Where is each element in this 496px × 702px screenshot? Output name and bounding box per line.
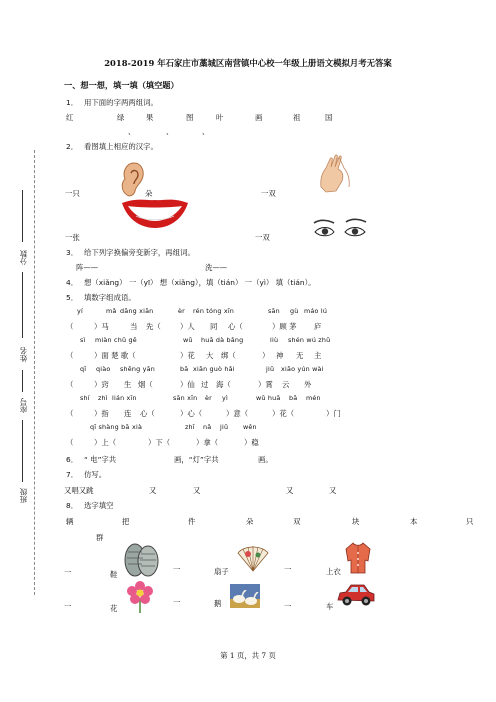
idiom-part: 外 <box>304 380 312 389</box>
fill-label: 车 <box>326 602 334 611</box>
char-option: 块 <box>352 517 360 526</box>
fill-label: 一只 <box>65 189 80 198</box>
pinyin: shén wú zhǔ <box>288 336 331 344</box>
fill-label: 扇子 <box>214 567 229 576</box>
idiom-part: ）门 <box>326 409 341 418</box>
pinyin: gù <box>290 307 299 315</box>
pinyin: èr <box>178 307 185 315</box>
fill-label: 一 <box>173 598 181 607</box>
idiom-part: ）指 <box>94 409 109 418</box>
fill-label: 朵 <box>145 189 153 198</box>
char-option: 件 <box>188 517 196 526</box>
pinyin: sì <box>80 336 86 344</box>
char-item: 红 <box>66 113 74 122</box>
char-item: 祖 <box>293 113 301 122</box>
idiom-part: 无 <box>296 351 304 360</box>
fill-label: 一 <box>64 568 72 577</box>
idiom-part: ）上（ <box>94 438 117 447</box>
pinyin: máo lú <box>304 307 328 315</box>
pinyin: èr <box>205 394 212 402</box>
seat-label: 座号 <box>19 398 28 413</box>
pinyin-line <box>0 394 496 404</box>
question-number: 8． <box>66 501 79 510</box>
idiom-part: 海（ <box>216 380 231 389</box>
idiom-part: ）心（ <box>180 409 203 418</box>
fill-label: 一双 <box>255 233 270 242</box>
fill-label: 又 <box>329 486 337 495</box>
fill-label: 鞋 <box>110 570 118 579</box>
idiom-part: 大 <box>206 351 214 360</box>
idiom-part: （ <box>66 438 74 447</box>
idiom-part: （ <box>66 351 74 360</box>
idiom-part: 心（ <box>228 322 243 331</box>
class-label: 班级 <box>19 488 28 503</box>
car-icon <box>336 580 376 610</box>
pinyin: wěn <box>243 423 257 431</box>
eyes-icon <box>312 217 368 241</box>
char-option: 朵 <box>246 517 254 526</box>
idiom-part: 神 <box>276 351 284 360</box>
fill-label: 一 <box>284 565 292 574</box>
pinyin: liù <box>270 336 279 344</box>
idiom-part: ）下（ <box>148 438 171 447</box>
pinyin: shēng yān <box>120 365 155 373</box>
question-number: 1． <box>66 98 79 107</box>
idiom-part: 生 <box>124 380 132 389</box>
score-blank <box>22 190 23 242</box>
pinyin: bā <box>180 365 189 373</box>
char-item: 图 <box>186 113 194 122</box>
idiom-part: ）窍 <box>94 380 109 389</box>
idiom-part: （ <box>66 380 74 389</box>
pinyin: huā dà bǎng <box>201 336 244 344</box>
question-text: 画，“灯”字共 <box>174 455 219 464</box>
idiom-part: ）花（ <box>272 409 295 418</box>
example-text: 又唱又跳 <box>64 486 94 495</box>
separator: 、 <box>202 127 210 136</box>
question-text: 选字填空 <box>84 501 114 510</box>
char-item: 果 <box>146 113 154 122</box>
idiom-part: （ <box>66 322 74 331</box>
char-option: 只 <box>466 517 474 526</box>
ear-icon <box>119 161 145 197</box>
pinyin: wǔ <box>183 336 193 344</box>
char-item: 画 <box>255 113 263 122</box>
idiom-part: ）意（ <box>226 409 249 418</box>
idiom-part: 连 <box>124 409 132 418</box>
pinyin: qī shàng bā <box>90 423 130 431</box>
idiom-part: ）花 <box>180 351 195 360</box>
fill-label: 洗—— <box>205 263 228 272</box>
char-item: 绿 <box>117 113 125 122</box>
idiom-part: 云 <box>282 380 290 389</box>
idiom-part: 庐 <box>314 322 322 331</box>
pinyin: yí <box>77 307 83 315</box>
pinyin: miàn chǔ gē <box>95 336 137 344</box>
pinyin-line <box>0 307 496 317</box>
fill-label: 一 <box>173 565 181 574</box>
page-title: 2018-2019 年石家庄市藁城区南营镇中心校一年级上册语文模拟月考无答案 <box>104 58 392 68</box>
pinyin: wǔ huā <box>256 394 281 402</box>
question-text: 用下面的字两两组词。 <box>84 98 158 107</box>
idiom-part: ）顾 茅 <box>272 322 297 331</box>
pinyin: nǎ <box>203 423 212 431</box>
idiom-part: 心（ <box>140 409 155 418</box>
question-number: 4． <box>66 278 79 287</box>
section-heading: 一、想一想，填一填（填空题） <box>64 80 179 90</box>
question-number: 7． <box>66 470 79 479</box>
fill-label: 一 <box>284 602 292 611</box>
char-option: 群 <box>96 533 104 542</box>
question-number: 5． <box>66 293 79 302</box>
pinyin: qiào <box>96 365 111 373</box>
name-label: 姓名 <box>19 347 28 362</box>
fill-label: 花 <box>110 604 118 613</box>
binding-dashed-line <box>34 150 35 595</box>
fill-label: 鹅 <box>214 599 222 608</box>
shoes-icon <box>122 542 160 578</box>
fill-label: 又 <box>193 486 201 495</box>
idiom-part: 绑（ <box>221 351 236 360</box>
pinyin: shí <box>80 394 90 402</box>
fill-label: 又 <box>286 486 294 495</box>
pinyin: lián xīn <box>112 394 137 402</box>
fill-label: 又 <box>149 486 157 495</box>
idiom-part: 烟（ <box>138 380 153 389</box>
idiom-part: ）霄 <box>258 380 273 389</box>
pinyin: mǎ <box>106 307 117 315</box>
fan-icon <box>236 543 270 573</box>
pinyin: yì <box>222 394 228 402</box>
name-blank <box>22 272 23 338</box>
pinyin: zhì <box>98 394 108 402</box>
seat-blank <box>22 370 23 392</box>
idiom-part: ）拿（ <box>196 438 219 447</box>
separator: 、 <box>128 127 136 136</box>
pinyin: xiāo yún wài <box>281 365 324 373</box>
fill-label: 上衣 <box>326 567 341 576</box>
pinyin-line <box>0 336 496 346</box>
idiom-part: 先（ <box>146 322 161 331</box>
idiom-line <box>0 408 496 418</box>
question-text: 想（xiǎng） 一（yī） 想（xiǎng），填（tián） 一（yì） 填（tián）。 <box>84 278 316 287</box>
pinyin: bā <box>289 394 298 402</box>
idiom-line <box>0 379 496 389</box>
idiom-part: 当 <box>130 322 138 331</box>
fill-label: 一 <box>64 602 72 611</box>
question-number: 3． <box>66 248 79 257</box>
pinyin: jiǔ <box>266 365 275 373</box>
question-number: 2． <box>66 142 79 151</box>
idiom-line <box>0 350 496 360</box>
fill-label: 一张 <box>65 233 80 242</box>
question-text: 填数字组成语。 <box>84 293 136 302</box>
pinyin: mén <box>306 394 321 402</box>
fill-label: 一双 <box>261 189 276 198</box>
question-text: 给下列字换偏旁变新字，再组词。 <box>84 248 195 257</box>
idiom-part: ） <box>262 351 270 360</box>
class-blank <box>22 420 23 482</box>
shirt-icon <box>344 541 372 575</box>
question-number: 6． <box>66 455 79 464</box>
idiom-part: 过 <box>201 380 209 389</box>
pinyin: dāng xiān <box>120 307 154 315</box>
idiom-part: ）人 <box>180 322 195 331</box>
geese-icon <box>230 584 260 608</box>
pinyin-line <box>0 365 496 375</box>
lips-icon <box>120 197 190 229</box>
idiom-line <box>0 437 496 447</box>
idiom-part: ）面 楚 歌（ <box>94 351 136 360</box>
pinyin: zhī <box>185 423 195 431</box>
pinyin: sān xīn <box>173 394 198 402</box>
pinyin-line <box>0 423 496 433</box>
question-text: 画。 <box>258 455 273 464</box>
char-option: 辆 <box>66 517 74 526</box>
page-footer: 第 1 页，共 7 页 <box>220 651 276 660</box>
question-text: 仿写。 <box>84 470 107 479</box>
idiom-part: ）仙 <box>180 380 195 389</box>
score-label: 分数 <box>19 250 28 265</box>
idiom-part: ）稳 <box>244 438 259 447</box>
pinyin: sān <box>268 307 280 315</box>
pinyin: rén tóng xīn <box>193 307 235 315</box>
char-option: 双 <box>293 517 301 526</box>
pinyin: xiān guò hǎi <box>193 365 235 373</box>
pinyin: qī <box>80 365 87 373</box>
fill-label: 阵—— <box>76 263 99 272</box>
char-option: 把 <box>122 517 130 526</box>
flower-icon <box>122 578 158 614</box>
idiom-part: 同 <box>210 322 218 331</box>
idiom-part: 主 <box>314 351 322 360</box>
idiom-part: ）马 <box>94 322 109 331</box>
separator: 、 <box>166 127 174 136</box>
char-item: 国 <box>325 113 333 122</box>
idiom-line <box>0 321 496 331</box>
question-text: 看图填上相应的汉字。 <box>84 142 158 151</box>
question-text: “ 电”字共 <box>84 455 117 464</box>
idiom-part: （ <box>66 409 74 418</box>
pinyin: jiǔ <box>220 423 229 431</box>
hands-icon <box>318 153 352 193</box>
pinyin: xià <box>132 423 143 431</box>
char-option: 本 <box>410 517 418 526</box>
char-item: 叶 <box>216 113 224 122</box>
